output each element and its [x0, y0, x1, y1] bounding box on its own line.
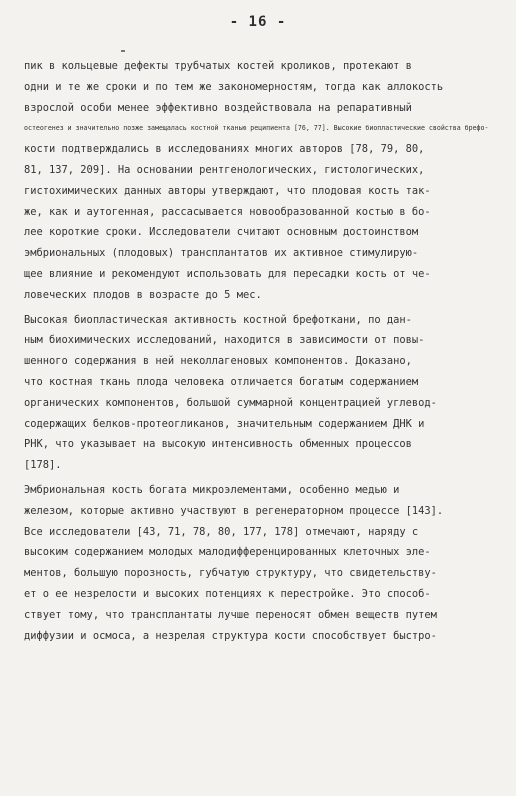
- text-line: диффузии и осмоса, а незрелая структура кости способствует быстро-: [24, 629, 437, 642]
- text-line: эмбриональных (плодовых) трансплантатов их активное стимулирую-: [24, 247, 419, 260]
- text-line: высоким содержанием молодых малодифференцированных клеточных эле-: [24, 546, 431, 559]
- text-line: остеогенез и значительно позже замещалась костной тканью реципиента [76, 77]. Высокие биопластические свойства брефо-: [24, 124, 489, 133]
- text-line: Эмбриональная кость богата микроэлементами, особенно медью и: [24, 483, 400, 496]
- text-line: кости подтверждались в исследованиях многих авторов [78, 79, 80,: [24, 143, 425, 156]
- text-line: что костная ткань плода человека отличается богатым содержанием: [24, 375, 419, 388]
- text-line: одни и те же сроки и по тем же закономерностям, тогда как аллокость: [24, 80, 444, 93]
- text-line: ловеческих плодов в возрасте до 5 мес.: [24, 288, 262, 301]
- text-line: РНК, что указывает на высокую интенсивность обменных процессов: [24, 438, 412, 451]
- text-line: 81, 137, 209]. На основании рентгенологических, гистологических,: [24, 163, 425, 176]
- text-line: ным биохимических исследований, находится в зависимости от повы-: [24, 334, 425, 347]
- text-line: же, как и аутогенная, рассасывается новообразованной костью в бо-: [24, 205, 431, 218]
- text-line: щее влияние и рекомендуют использовать для пересадки кость от че-: [24, 267, 431, 280]
- text-line: ментов, большую порозность, губчатую структуру, что свидетельству-: [24, 567, 437, 580]
- text-line: железом, которые активно участвуют в регенераторном процессе [143].: [24, 504, 444, 517]
- text-line: гистохимических данных авторы утверждают, что плодовая кость так-: [24, 184, 431, 197]
- text-line: шенного содержания в ней неколлагеновых компонентов. Доказано,: [24, 355, 412, 368]
- text-line: ет о ее незрелости и высоких потенциях к перестройке. Это способ-: [24, 587, 431, 600]
- text-line: ствует тому, что трансплантаты лучше переносят обмен веществ путем: [24, 608, 437, 621]
- scan-speck: [121, 50, 125, 52]
- document-body: [24, 56, 496, 646]
- text-line: пик в кольцевые дефекты трубчатых костей кроликов, протекают в: [24, 60, 412, 72]
- text-line: взрослой особи менее эффективно воздействовала на репаративный: [24, 101, 412, 114]
- text-line: лее короткие сроки. Исследователи считают основным достоинством: [24, 226, 419, 239]
- text-line: [178].: [24, 459, 62, 472]
- text-line: Высокая биопластическая активность костной брефоткани, по дан-: [24, 313, 412, 326]
- text-line: содержащих белков-протеогликанов, значительным содержанием ДНК и: [24, 417, 425, 430]
- text-line: Все исследователи [43, 71, 78, 80, 177, 178] отмечают, наряду с: [24, 525, 419, 538]
- text-line: органических компонентов, большой суммарной концентрацией углевод-: [24, 396, 437, 409]
- page-number: - 16 -: [229, 14, 287, 30]
